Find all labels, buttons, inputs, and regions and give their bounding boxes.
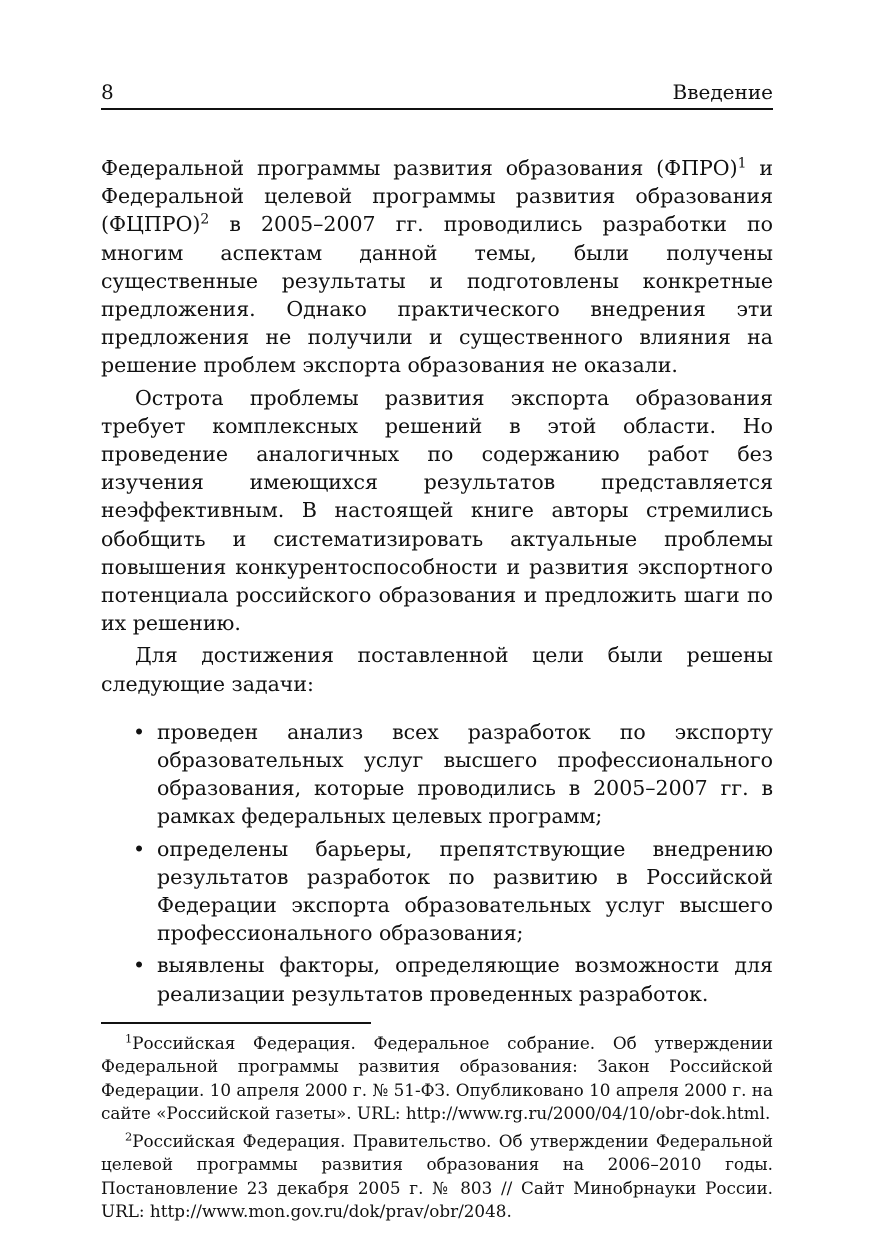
paragraph-3: Для достижения поставленной цели были решены следующие задачи: [101,643,773,696]
footnote-1-mark: 1 [125,1031,133,1046]
list-item [101,835,773,948]
footnote-divider [101,1022,371,1024]
list-item [101,951,773,1007]
paragraph-1-text-a: Федеральной программы развития образования (ФПРО) [101,156,738,180]
task-list [101,718,773,1008]
page-number: 8 [101,80,114,104]
paragraph-1 [101,154,773,380]
footnote-2-text: Российская Федерация. Правительство. Об утверждении Федеральной целевой программы развития образования на 2006–2010 годы. Постановление 23 декабря 2005 г. № 803 // Сайт Минобрнауки России. URL: http://www.mon.gov.ru/dok/prav/obr/2048. [101,1130,773,1222]
footnotes [101,1032,773,1224]
bullet-icon: • [133,953,146,978]
footnote-ref-2: 2 [200,211,210,228]
footnote-2-mark: 2 [125,1129,133,1144]
running-header [101,78,773,110]
paragraph-1-text-c: в 2005–2007 гг. проводились разработки по многим аспектам данной темы, были получены существенные результаты и подготовлены конкретные предложения. Однако практического внедрения эти предложения не получили и существенного влияния на решение проблем экспорта образования не оказали. [101,212,773,378]
paragraph-1-text-b: и Федеральной целевой программы развития образования (ФЦПРО) [101,156,773,237]
footnote-1-text: Российская Федерация. Федеральное собрание. Об утверждении Федеральной программы развития образования: Закон Российской Федерации. 10 апреля 2000 г. № 51-ФЗ. Опубликовано 10 апреля 2000 г. на сайте «Российской газеты». URL: http://www.rg.ru/2000/04/10/obr-dok.html. [101,1032,773,1124]
bullet-icon: • [133,836,146,861]
main-text [101,154,773,1008]
chapter-title: Введение [672,80,773,104]
footnote-2 [101,1130,773,1224]
footnote-ref-1: 1 [737,155,747,172]
document-page [101,78,773,1228]
list-item [101,718,773,831]
footnote-1 [101,1032,773,1126]
paragraph-2: Острота проблемы развития экспорта образования требует комплексных решений в этой области. Но проведение аналогичных по содержанию работ без изучения имеющихся результатов представляется неэффективным. В настоящей книге авторы стремились обобщить и систематизировать актуальные проблемы повышения конкурентоспособности и развития экспортного потенциала российского образования и предложить шаги по их решению. [101,385,773,636]
list-item-text: проведен анализ всех разработок по экспорту образовательных услуг высшего профессионального образования, которые проводились в 2005–2007 гг. в рамках федеральных целевых программ; [157,719,773,829]
list-item-text: выявлены факторы, определяющие возможности для реализации результатов проведенных разработок. [157,953,773,1006]
list-item-text: определены барьеры, препятствующие внедрению результатов разработок по развитию в Российской Федерации экспорта образовательных услуг высшего профессионального образования; [157,836,773,946]
bullet-icon: • [133,719,146,744]
